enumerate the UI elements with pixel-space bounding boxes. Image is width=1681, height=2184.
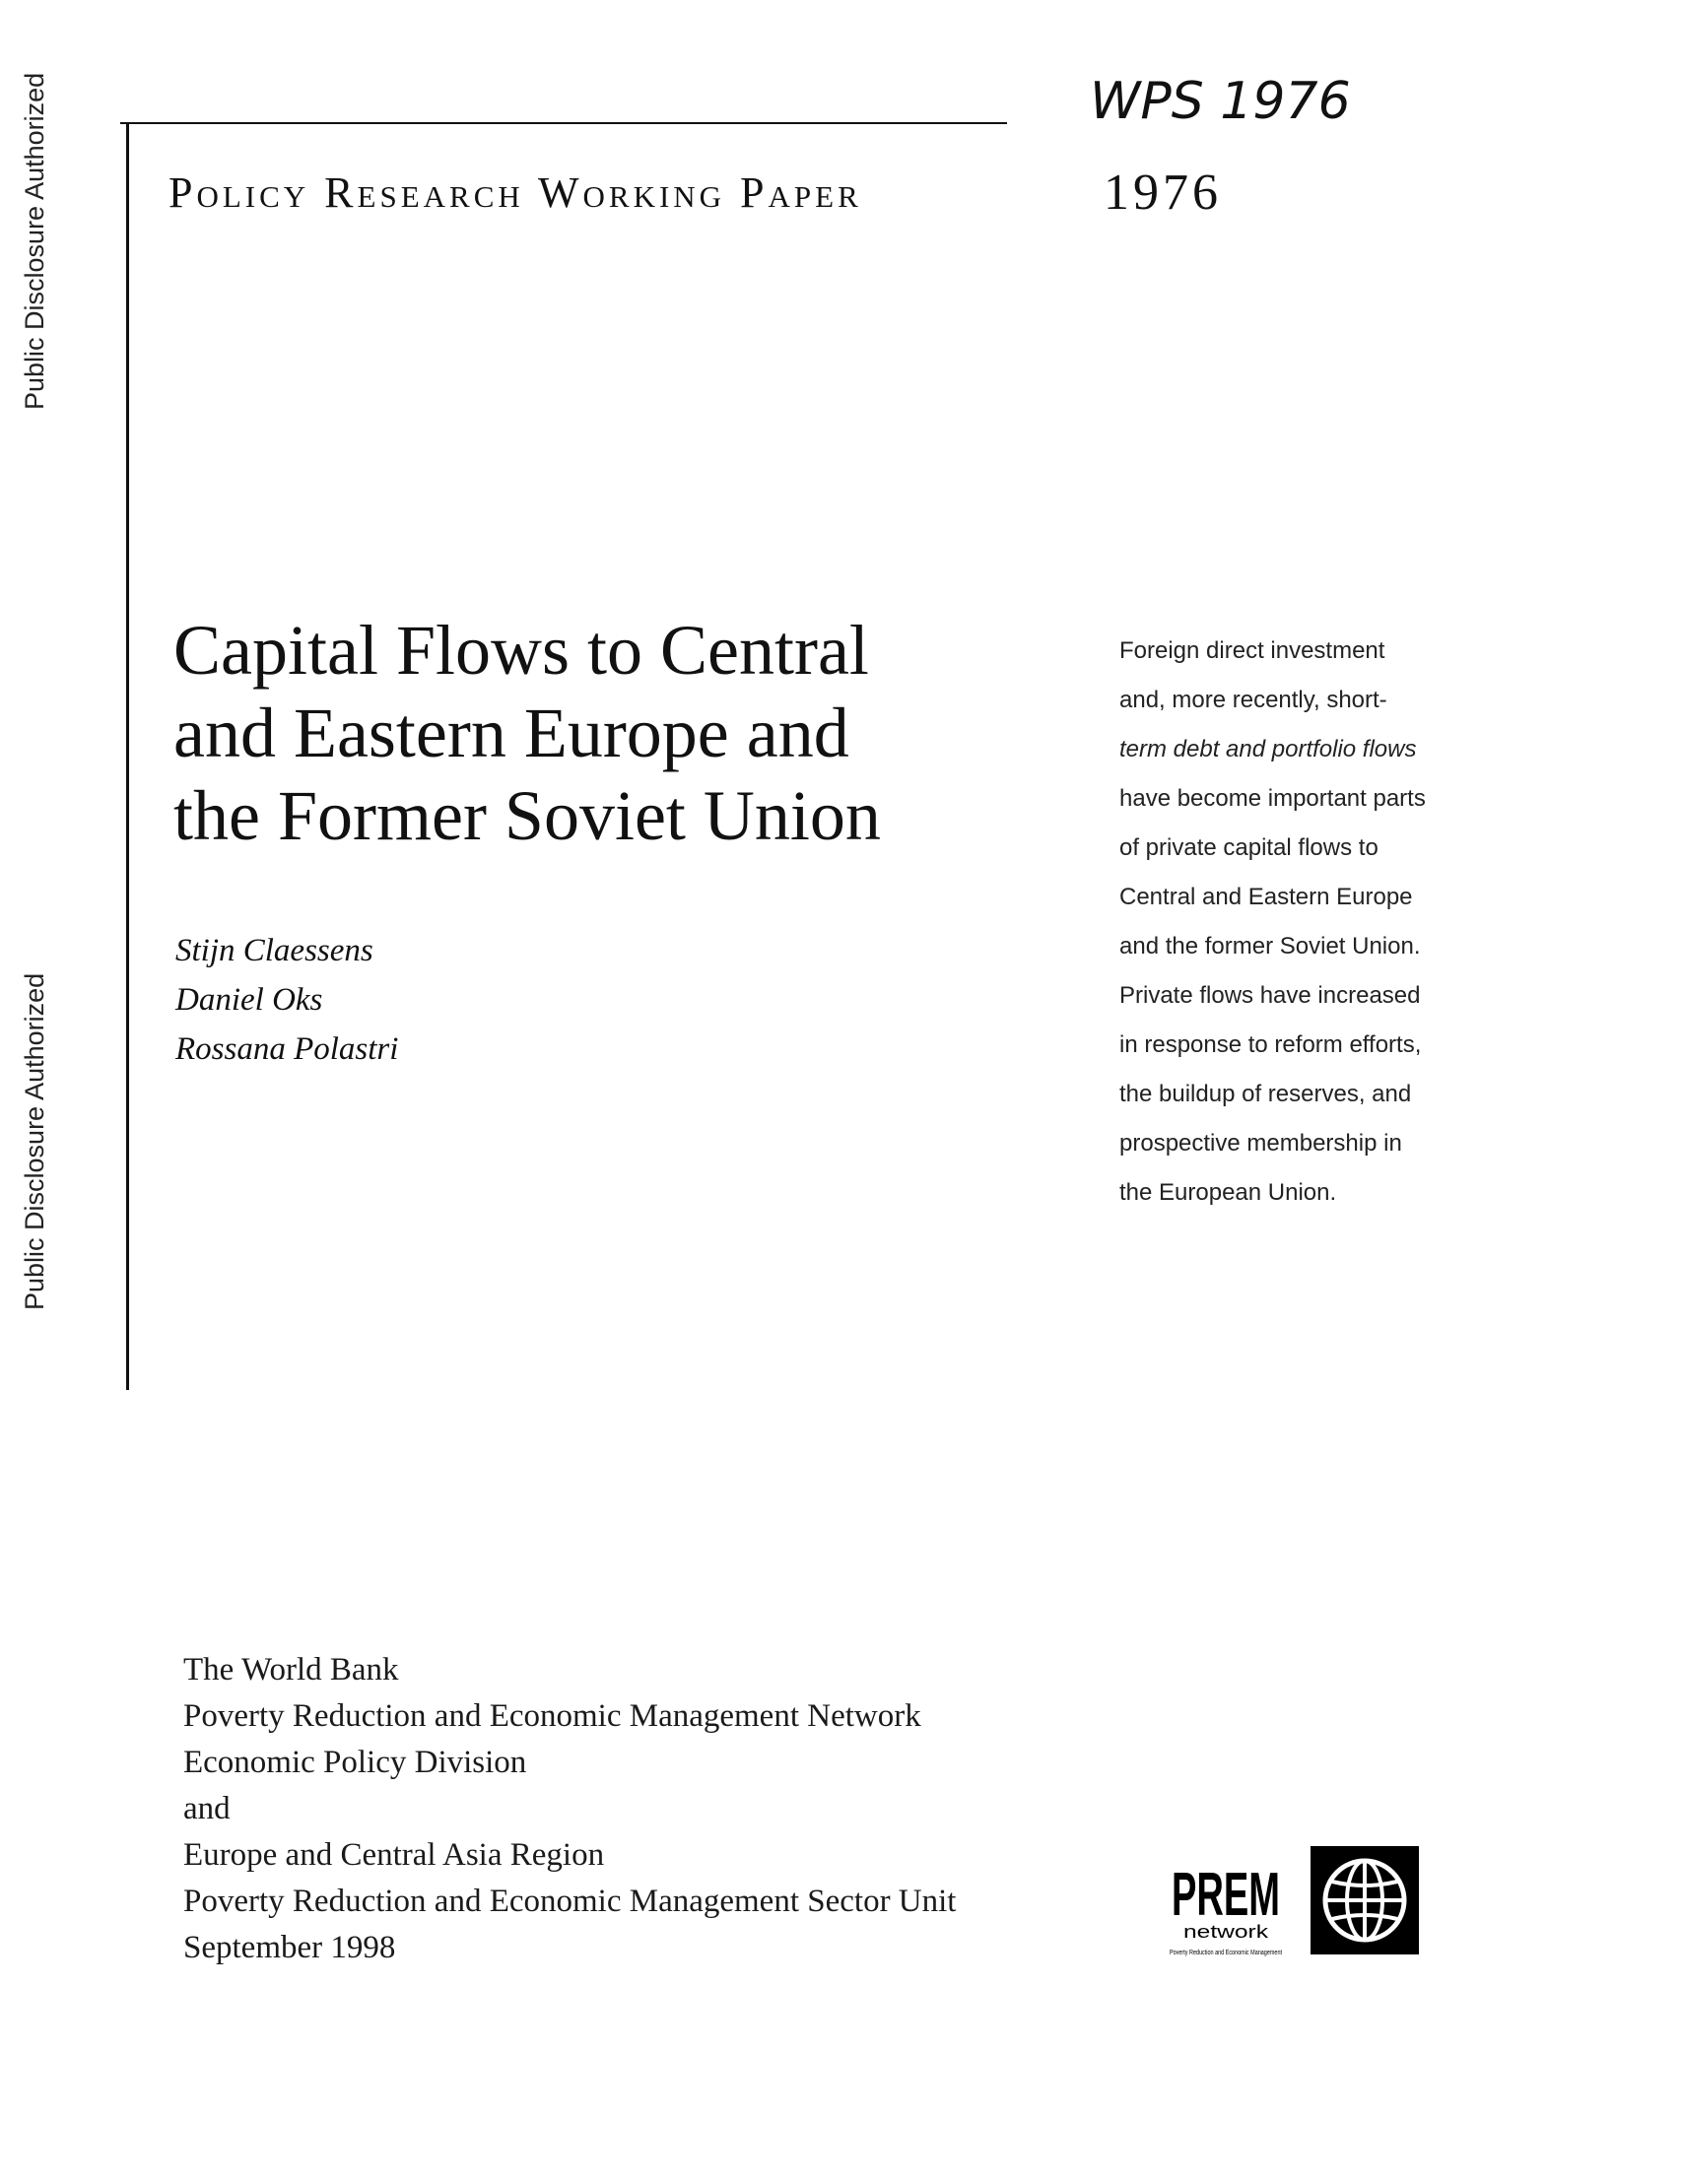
publisher-date: September 1998	[183, 1930, 396, 1965]
publisher-line: Poverty Reduction and Economic Management Sector Unit	[183, 1884, 957, 1919]
abstract-line: of private capital flows to	[1119, 834, 1378, 861]
author-name: Stijn Claessens	[175, 933, 373, 968]
handwritten-note	[1084, 59, 1439, 138]
paper-number: 1976	[1104, 165, 1222, 221]
publisher-block	[183, 1647, 956, 1971]
abstract-line: Foreign direct investment	[1119, 637, 1385, 664]
series-title: Policy Research Working Paper	[168, 168, 862, 217]
abstract-line: prospective membership in	[1119, 1130, 1402, 1157]
prem-logo-subtext: network	[1183, 1922, 1270, 1942]
abstract-line: and, more recently, short-	[1119, 687, 1387, 713]
author-name: Daniel Oks	[175, 982, 323, 1018]
disclosure-label-top: Public Disclosure Authorized	[20, 72, 49, 410]
prem-network-logo	[1168, 1844, 1284, 1960]
prem-logo-caption: Poverty Reduction and Economic Management	[1170, 1950, 1283, 1956]
publisher-line: The World Bank	[183, 1652, 399, 1688]
abstract-line: have become important parts	[1119, 785, 1426, 812]
abstract-line: term debt and portfolio flows	[1119, 736, 1417, 762]
margin-rule	[126, 122, 129, 1390]
publisher-line: Economic Policy Division	[183, 1745, 527, 1780]
abstract-summary	[1119, 627, 1494, 1218]
header-rule	[120, 122, 1007, 124]
abstract-line: the buildup of reserves, and	[1119, 1081, 1412, 1107]
author-name: Rossana Polastri	[175, 1031, 399, 1067]
author-list	[175, 926, 398, 1074]
publisher-line: Europe and Central Asia Region	[183, 1837, 605, 1873]
title-line: the Former Soviet Union	[173, 776, 881, 855]
abstract-line: in response to reform efforts,	[1119, 1031, 1422, 1058]
title-line: Capital Flows to Central	[173, 611, 869, 690]
page-title	[173, 609, 1041, 857]
world-bank-globe-icon	[1311, 1846, 1419, 1954]
handwritten-note-text: WPS 1976	[1090, 72, 1351, 131]
abstract-line: and the former Soviet Union.	[1119, 933, 1421, 960]
title-line: and Eastern Europe and	[173, 694, 849, 772]
prem-logo-text: PREM	[1172, 1861, 1280, 1929]
abstract-line: Central and Eastern Europe	[1119, 884, 1413, 910]
abstract-line: Private flows have increased	[1119, 982, 1421, 1009]
abstract-line: the European Union.	[1119, 1179, 1337, 1206]
publisher-line: and	[183, 1791, 231, 1826]
disclosure-label-bottom: Public Disclosure Authorized	[20, 972, 49, 1310]
publisher-line: Poverty Reduction and Economic Management Network	[183, 1698, 921, 1734]
